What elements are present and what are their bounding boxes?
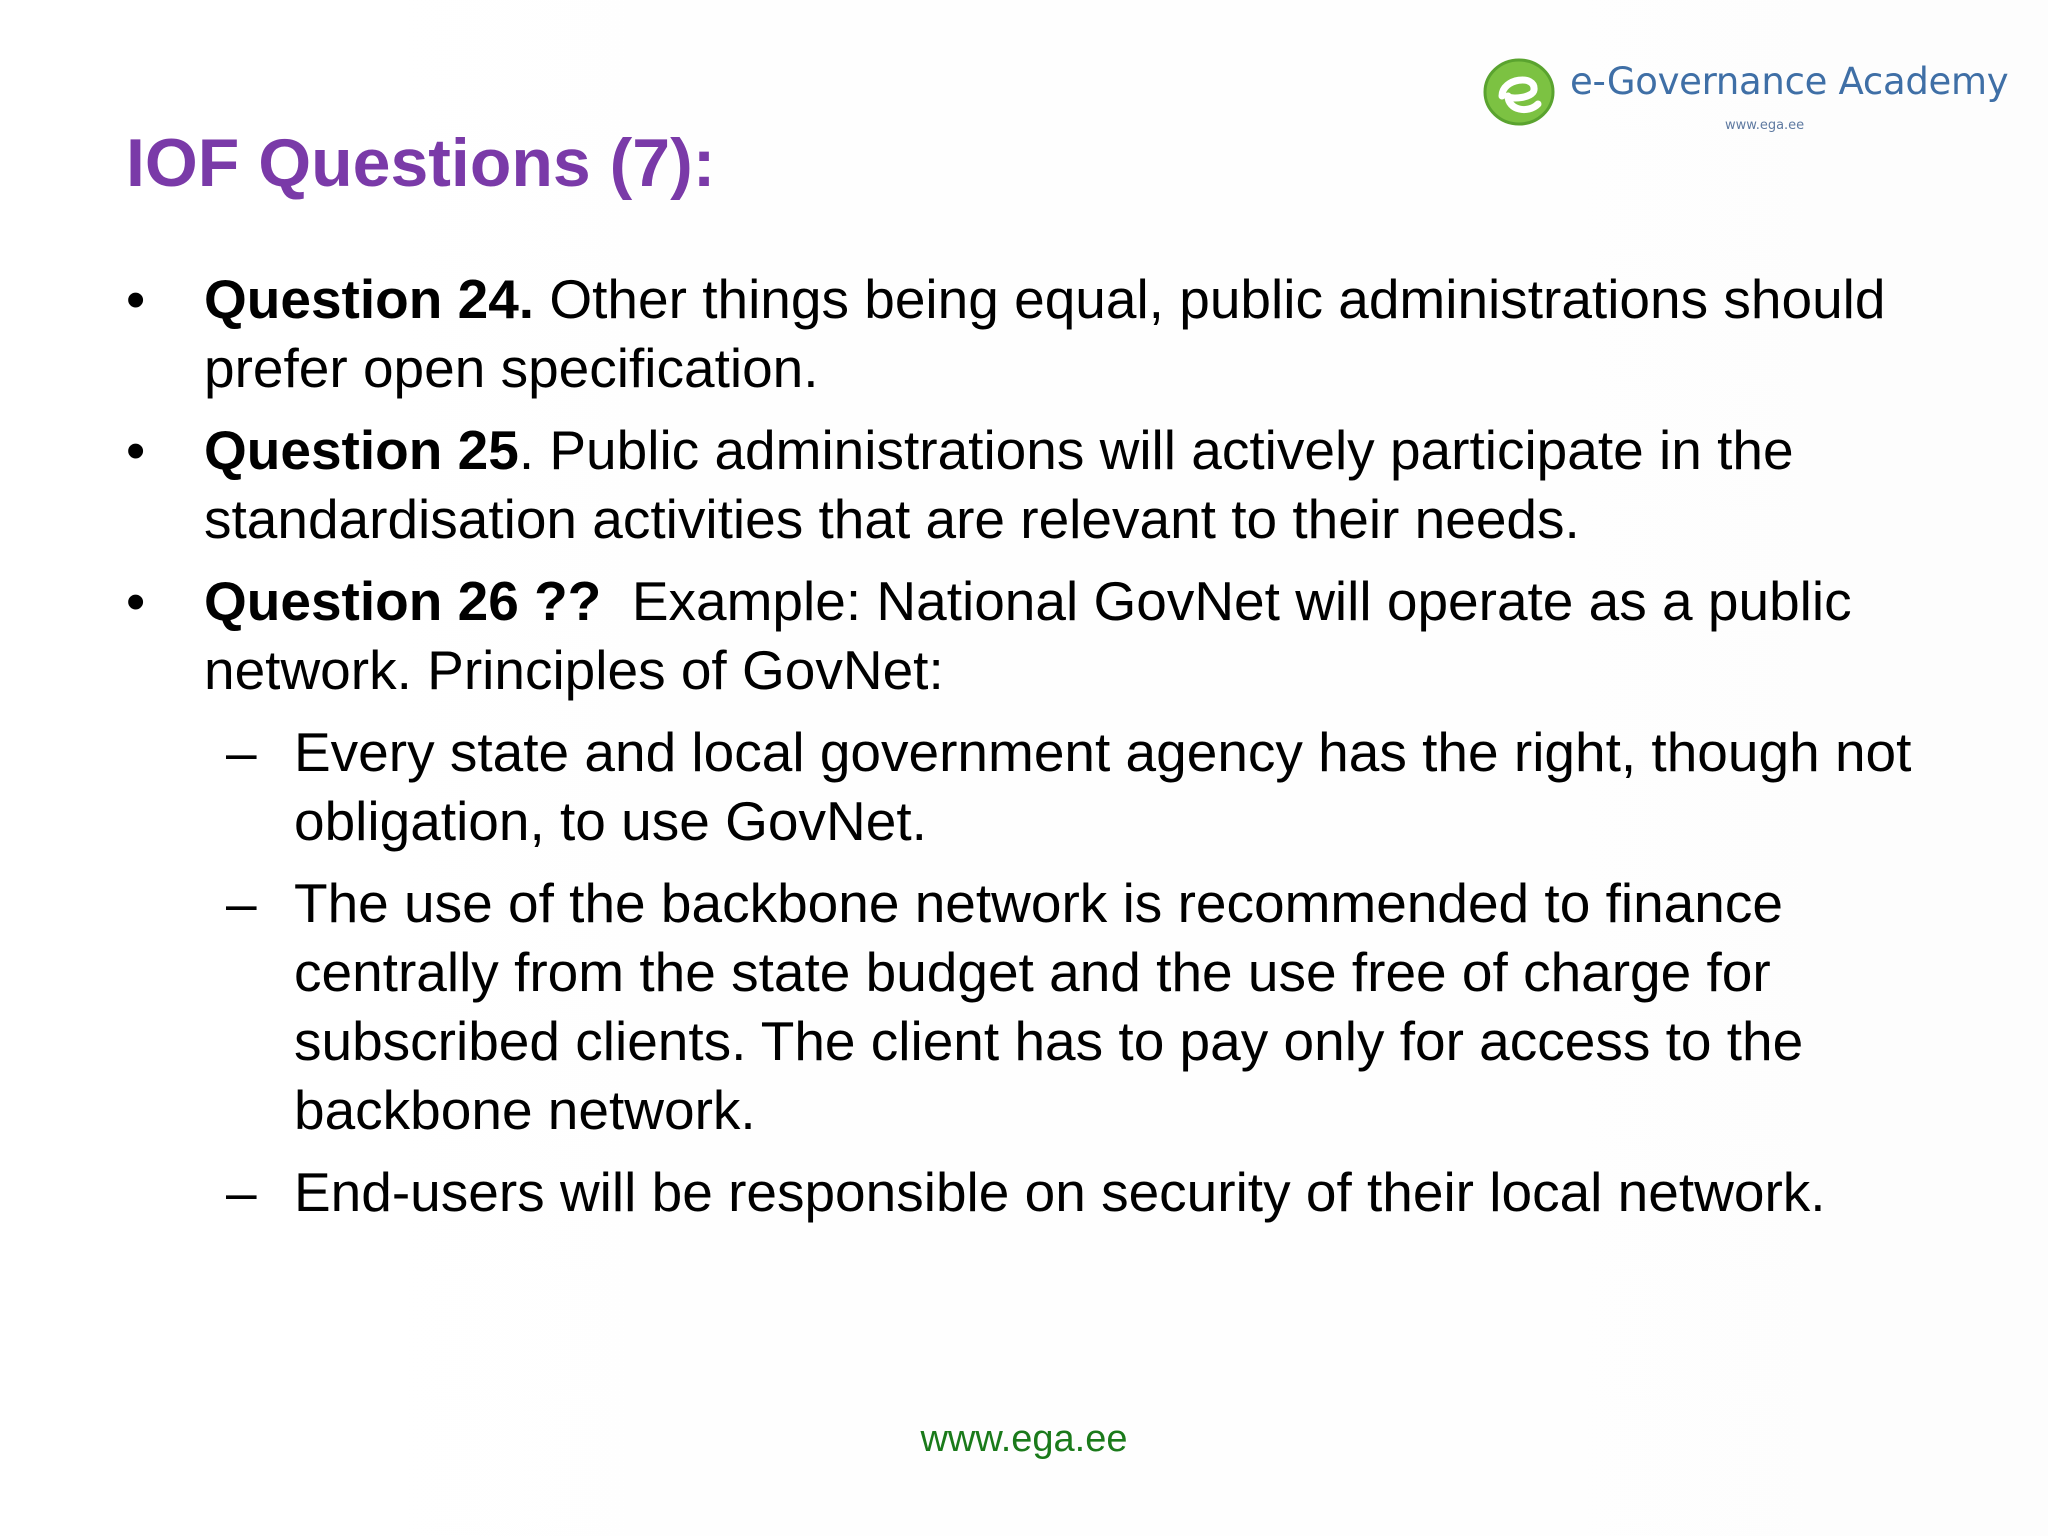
sub-bullet-item [126, 869, 1926, 1145]
sub-bullet-item [126, 718, 1926, 856]
ega-logo [1470, 52, 2009, 152]
sub-bullet-text: End-users will be responsible on security of their local network. [294, 1161, 1826, 1223]
dash-icon: – [226, 872, 257, 934]
question-label: Question 25 [204, 419, 519, 481]
slide-body [126, 265, 1926, 1240]
dash-icon: – [226, 1161, 257, 1223]
footer-url[interactable]: www.ega.ee [920, 1418, 1128, 1460]
slide-title: IOF Questions (7): [126, 125, 716, 201]
question-label: Question 26 ?? [204, 570, 602, 632]
question-text: Other things being equal, public administrations should prefer open specification. [204, 268, 1886, 399]
logo-title: e-Governance Academy [1570, 60, 2009, 103]
sub-bullet-item [126, 1158, 1926, 1227]
bullet-item [126, 416, 1926, 554]
logo-url: www.ega.ee [1725, 118, 1805, 133]
bullet-icon: • [126, 268, 146, 330]
question-text: . Public administrations will actively participate in the standardisation activities that are relevant to their needs. [204, 419, 1794, 550]
bullet-item [126, 567, 1926, 705]
dash-icon: – [226, 721, 257, 783]
question-label: Question 24. [204, 268, 535, 330]
bullet-item [126, 265, 1926, 403]
e-logo-icon [1480, 56, 1558, 128]
bullet-icon: • [126, 419, 146, 481]
sub-bullet-text: Every state and local government agency has the right, though not obligation, to use GovNet. [294, 721, 1912, 852]
question-text: Example: National GovNet will operate as a public network. Principles of GovNet: [204, 570, 1867, 701]
sub-bullet-text: The use of the backbone network is recommended to finance centrally from the state budget and the use free of charge for subscribed clients. The client has to pay only for access to the backbone network. [294, 872, 1804, 1141]
bullet-icon: • [126, 570, 146, 632]
